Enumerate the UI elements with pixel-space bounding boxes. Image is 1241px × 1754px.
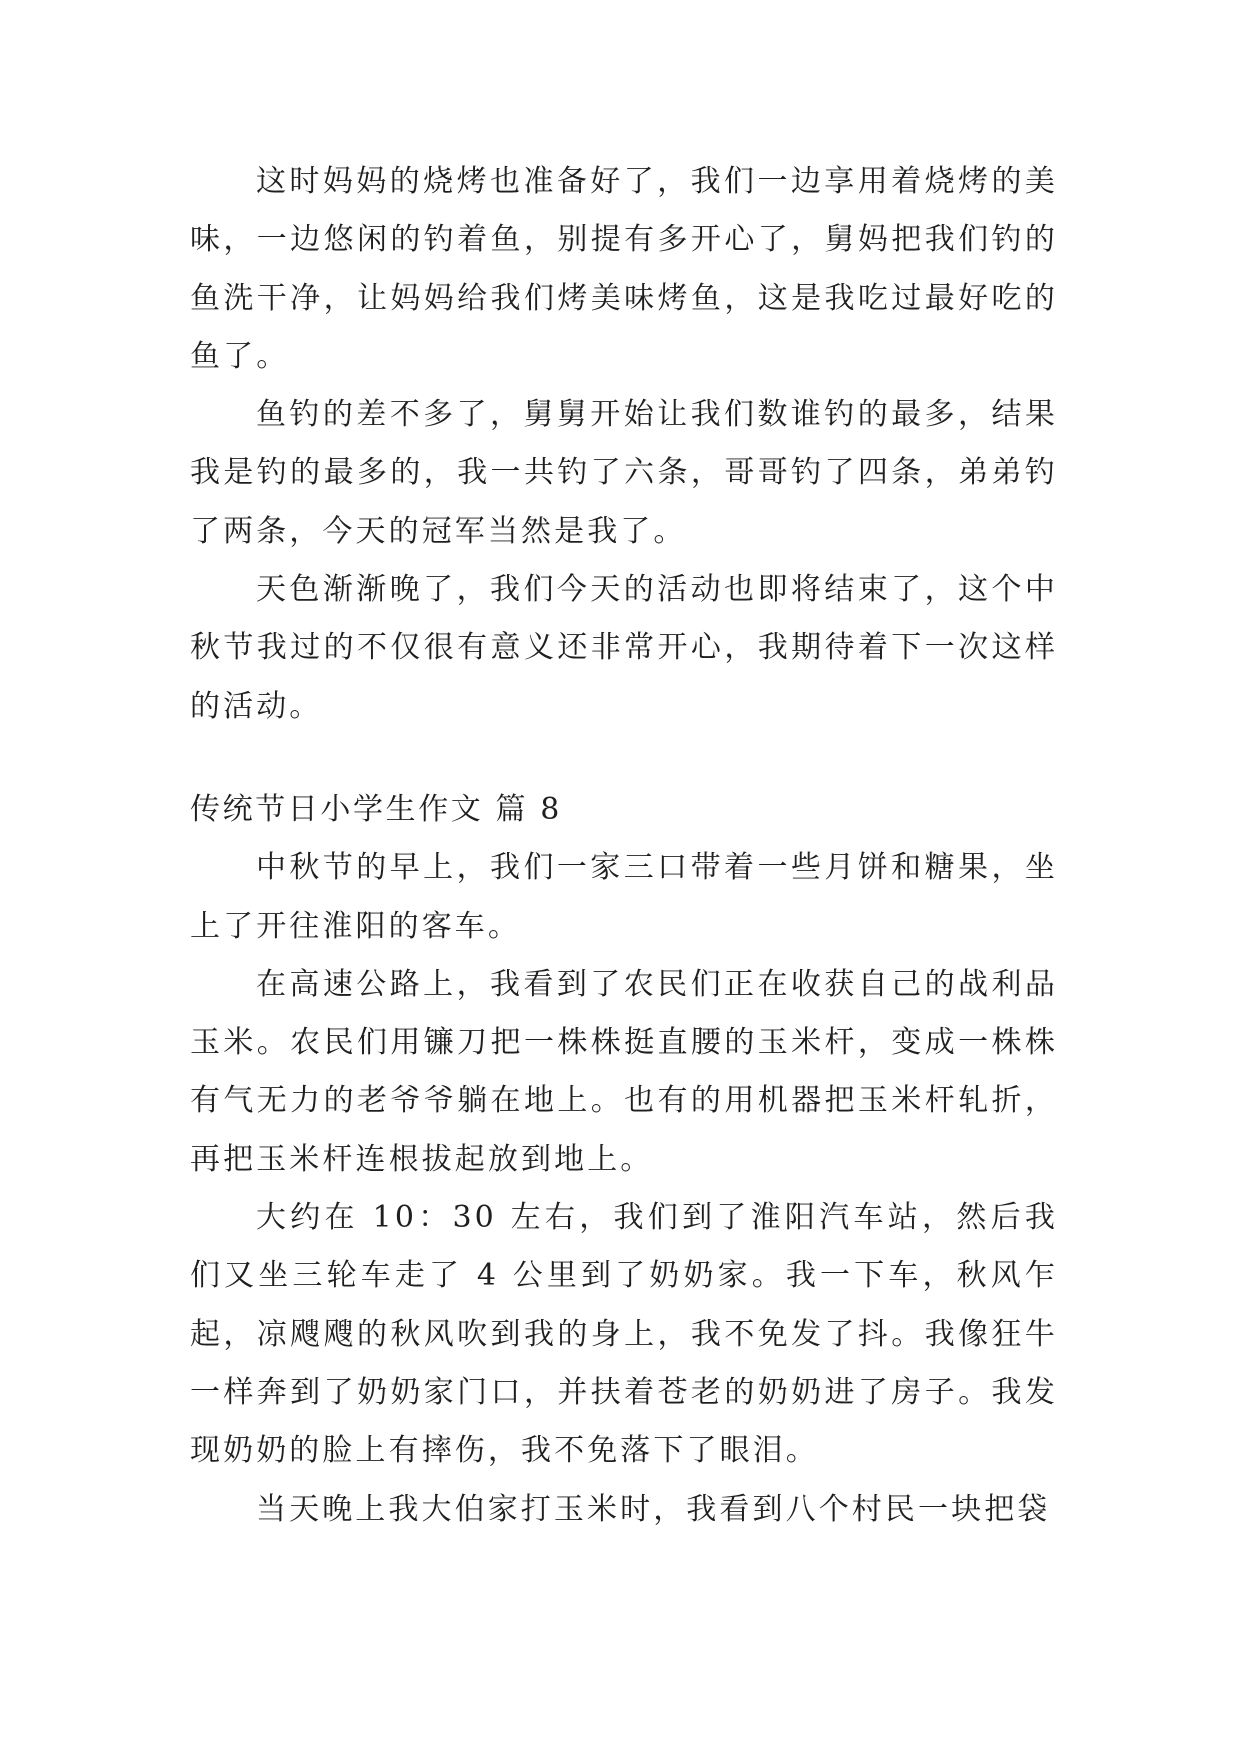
section-heading: 传统节日小学生作文 篇 8 [190, 791, 562, 827]
paragraph: 这时妈妈的烧烤也准备好了，我们一边享用着烧烤的美味，一边悠闲的钓着鱼，别提有多开心了，舅妈把我们钓的鱼洗干净，让妈妈给我们烤美味烤鱼，这是我吃过最好吃的鱼了。 [190, 164, 1058, 374]
paragraph: 天色渐渐晚了，我们今天的活动也即将结束了，这个中秋节我过的不仅很有意义还非常开心，我期待着下一次这样的活动。 [190, 572, 1058, 724]
paragraph: 在高速公路上，我看到了农民们正在收获自己的战利品玉米。农民们用镰刀把一株株挺直腰的玉米杆，变成一株株有气无力的老爷爷躺在地上。也有的用机器把玉米杆轧折，再把玉米杆连根拔起放到地上。 [190, 966, 1058, 1177]
document-body [190, 153, 1058, 1539]
paragraph: 中秋节的早上，我们一家三口带着一些月饼和糖果，坐上了开往淮阳的客车。 [190, 850, 1058, 944]
paragraph: 大约在 10：30 左右，我们到了淮阳汽车站，然后我们又坐三轮车走了 4 公里到了奶奶家。我一下车，秋风乍起，凉飕飕的秋风吹到我的身上，我不免发了抖。我像狂牛一样奔到了奶奶家门口，并扶着苍老的奶奶进了房子。我发现奶奶的脸上有摔伤，我不免落下了眼泪。 [190, 1200, 1058, 1469]
paragraph: 鱼钓的差不多了，舅舅开始让我们数谁钓的最多，结果我是钓的最多的，我一共钓了六条，哥哥钓了四条，弟弟钓了两条，今天的冠军当然是我了。 [190, 397, 1058, 549]
paragraph: 当天晚上我大伯家打玉米时，我看到八个村民一块把袋 [256, 1491, 1051, 1527]
